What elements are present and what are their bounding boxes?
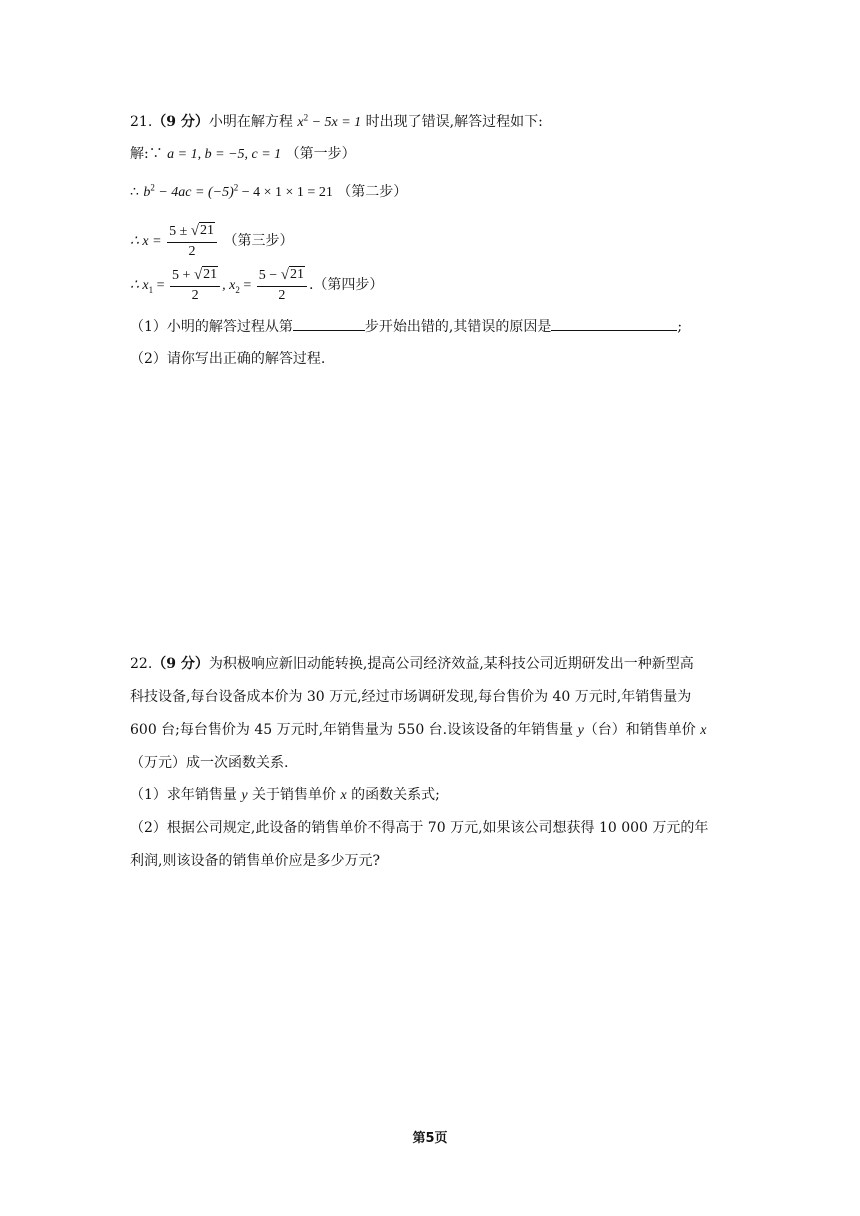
q21-step2-mid: − 4ac = (−5): [154, 185, 234, 200]
q21-step4-sep: , x: [222, 278, 236, 293]
q21-step4-fraction2: 5 − √ 21 2: [257, 266, 307, 304]
q21-step4-num2: 5 −: [258, 268, 281, 283]
q21-step2-b: b: [143, 185, 151, 200]
q21-step1-note: （第一步）: [285, 146, 356, 162]
q21-step4-note: .（第四步）: [308, 277, 384, 293]
q21-part1-blank-step[interactable]: [293, 316, 365, 331]
q21-step2-prefix: ∴: [130, 184, 144, 200]
q22-line1-text: 为积极响应新旧动能转换,提高公司经济效益,某科技公司近期研发出一种新型高: [208, 656, 694, 672]
q21-step4-radicand1: 21: [203, 267, 218, 282]
q21-step4-num1: 5 +: [172, 268, 194, 283]
q21-step4-eq2: =: [239, 278, 255, 293]
q21-step3-prefix: ∴ x =: [130, 234, 166, 249]
q21-step3: [130, 222, 293, 261]
q22-part1-b: 关于销售单价: [247, 787, 341, 803]
page-number: 第5页: [412, 1131, 448, 1146]
q21-step2-exp2: 2: [233, 182, 239, 193]
q21-step1-math: a = 1, b = −5, c = 1: [167, 147, 282, 162]
q21-step2-note: （第二步）: [337, 184, 408, 200]
q21-equation-rest: − 5x = 1: [308, 115, 362, 130]
q22-line3-x: x: [700, 723, 707, 738]
q22-line4: （万元）成一次函数关系.: [130, 755, 289, 771]
q21-step3-note: （第三步）: [223, 233, 294, 249]
q21-part1-b: 步开始出错的,其错误的原因是: [364, 319, 552, 335]
q22-line1: [130, 654, 694, 674]
q21-number: 21.: [130, 114, 153, 130]
q21-step3-fraction: 5 ± √ 21 2: [167, 222, 217, 260]
q21-step4-sub1: 1: [148, 284, 154, 295]
q22-score: （9 分）: [152, 656, 209, 672]
q21-part2: （2）请你写出正确的解答过程.: [130, 351, 326, 367]
q21-step1: [130, 144, 356, 165]
q21-step4-den1: 2: [191, 288, 199, 303]
q21-score: （9 分）: [152, 114, 209, 130]
q22-line3: [130, 720, 706, 741]
q21-header: [130, 112, 543, 133]
q21-step2-exp: 2: [150, 182, 155, 193]
q21-part1: [130, 316, 682, 337]
q22-part1-x: x: [340, 788, 347, 803]
q21-part1-blank-reason[interactable]: [551, 316, 677, 331]
q21-step1-prefix: 解:∵: [130, 146, 168, 162]
q21-step3-num: 5 ±: [169, 224, 191, 239]
q21-step4-radicand2: 21: [289, 267, 304, 282]
q22-part2-line1: （2）根据公司规定,此设备的销售单价不得高于 70 万元,如果该公司想获得 10 000 万元的年: [130, 820, 709, 836]
q21-step4-fraction1: 5 + √ 21 2: [170, 266, 220, 304]
q22-part1-a: （1）求年销售量: [130, 787, 242, 803]
q21-equation-x: x: [297, 115, 304, 130]
q21-intro: 小明在解方程: [208, 114, 293, 130]
q21-step4: [130, 266, 383, 305]
q21-step2: [130, 182, 407, 203]
q22-number: 22.: [130, 656, 153, 672]
q22-line3-y: y: [577, 723, 584, 738]
q21-step4-sub2: 2: [235, 284, 240, 295]
q22-line2: 科技设备,每台设备成本价为 30 万元,经过市场调研发现,每台售价为 40 万元时,年销售量为: [130, 689, 692, 705]
q22-line3-a: 600 台;每台售价为 45 万元时,年销售量为 550 台.设该设备的年销售量: [130, 722, 578, 738]
q22-part1-y: y: [241, 788, 248, 803]
q22-part1: [130, 785, 440, 806]
q21-step3-den: 2: [188, 244, 196, 259]
q22-part2-line2: 利润,则该设备的销售单价应是多少万元?: [130, 853, 380, 869]
q21-step3-radicand: 21: [200, 223, 214, 238]
q21-part1-c: ;: [677, 319, 683, 335]
q21-step4-den2: 2: [278, 288, 286, 303]
q21-step2-tail: − 4 × 1 × 1 = 21: [238, 185, 333, 200]
q22-part1-c: 的函数关系式;: [346, 787, 440, 803]
q21-intro-tail: 时出现了错误,解答过程如下:: [365, 114, 543, 130]
q21-equation-exp: 2: [303, 112, 309, 123]
q22-line3-b: （台）和销售单价: [583, 722, 701, 738]
q21-part1-a: （1）小明的解答过程从第: [130, 319, 293, 335]
q21-step4-prefix: ∴ x: [130, 278, 149, 293]
q21-step4-eq: =: [153, 278, 169, 293]
